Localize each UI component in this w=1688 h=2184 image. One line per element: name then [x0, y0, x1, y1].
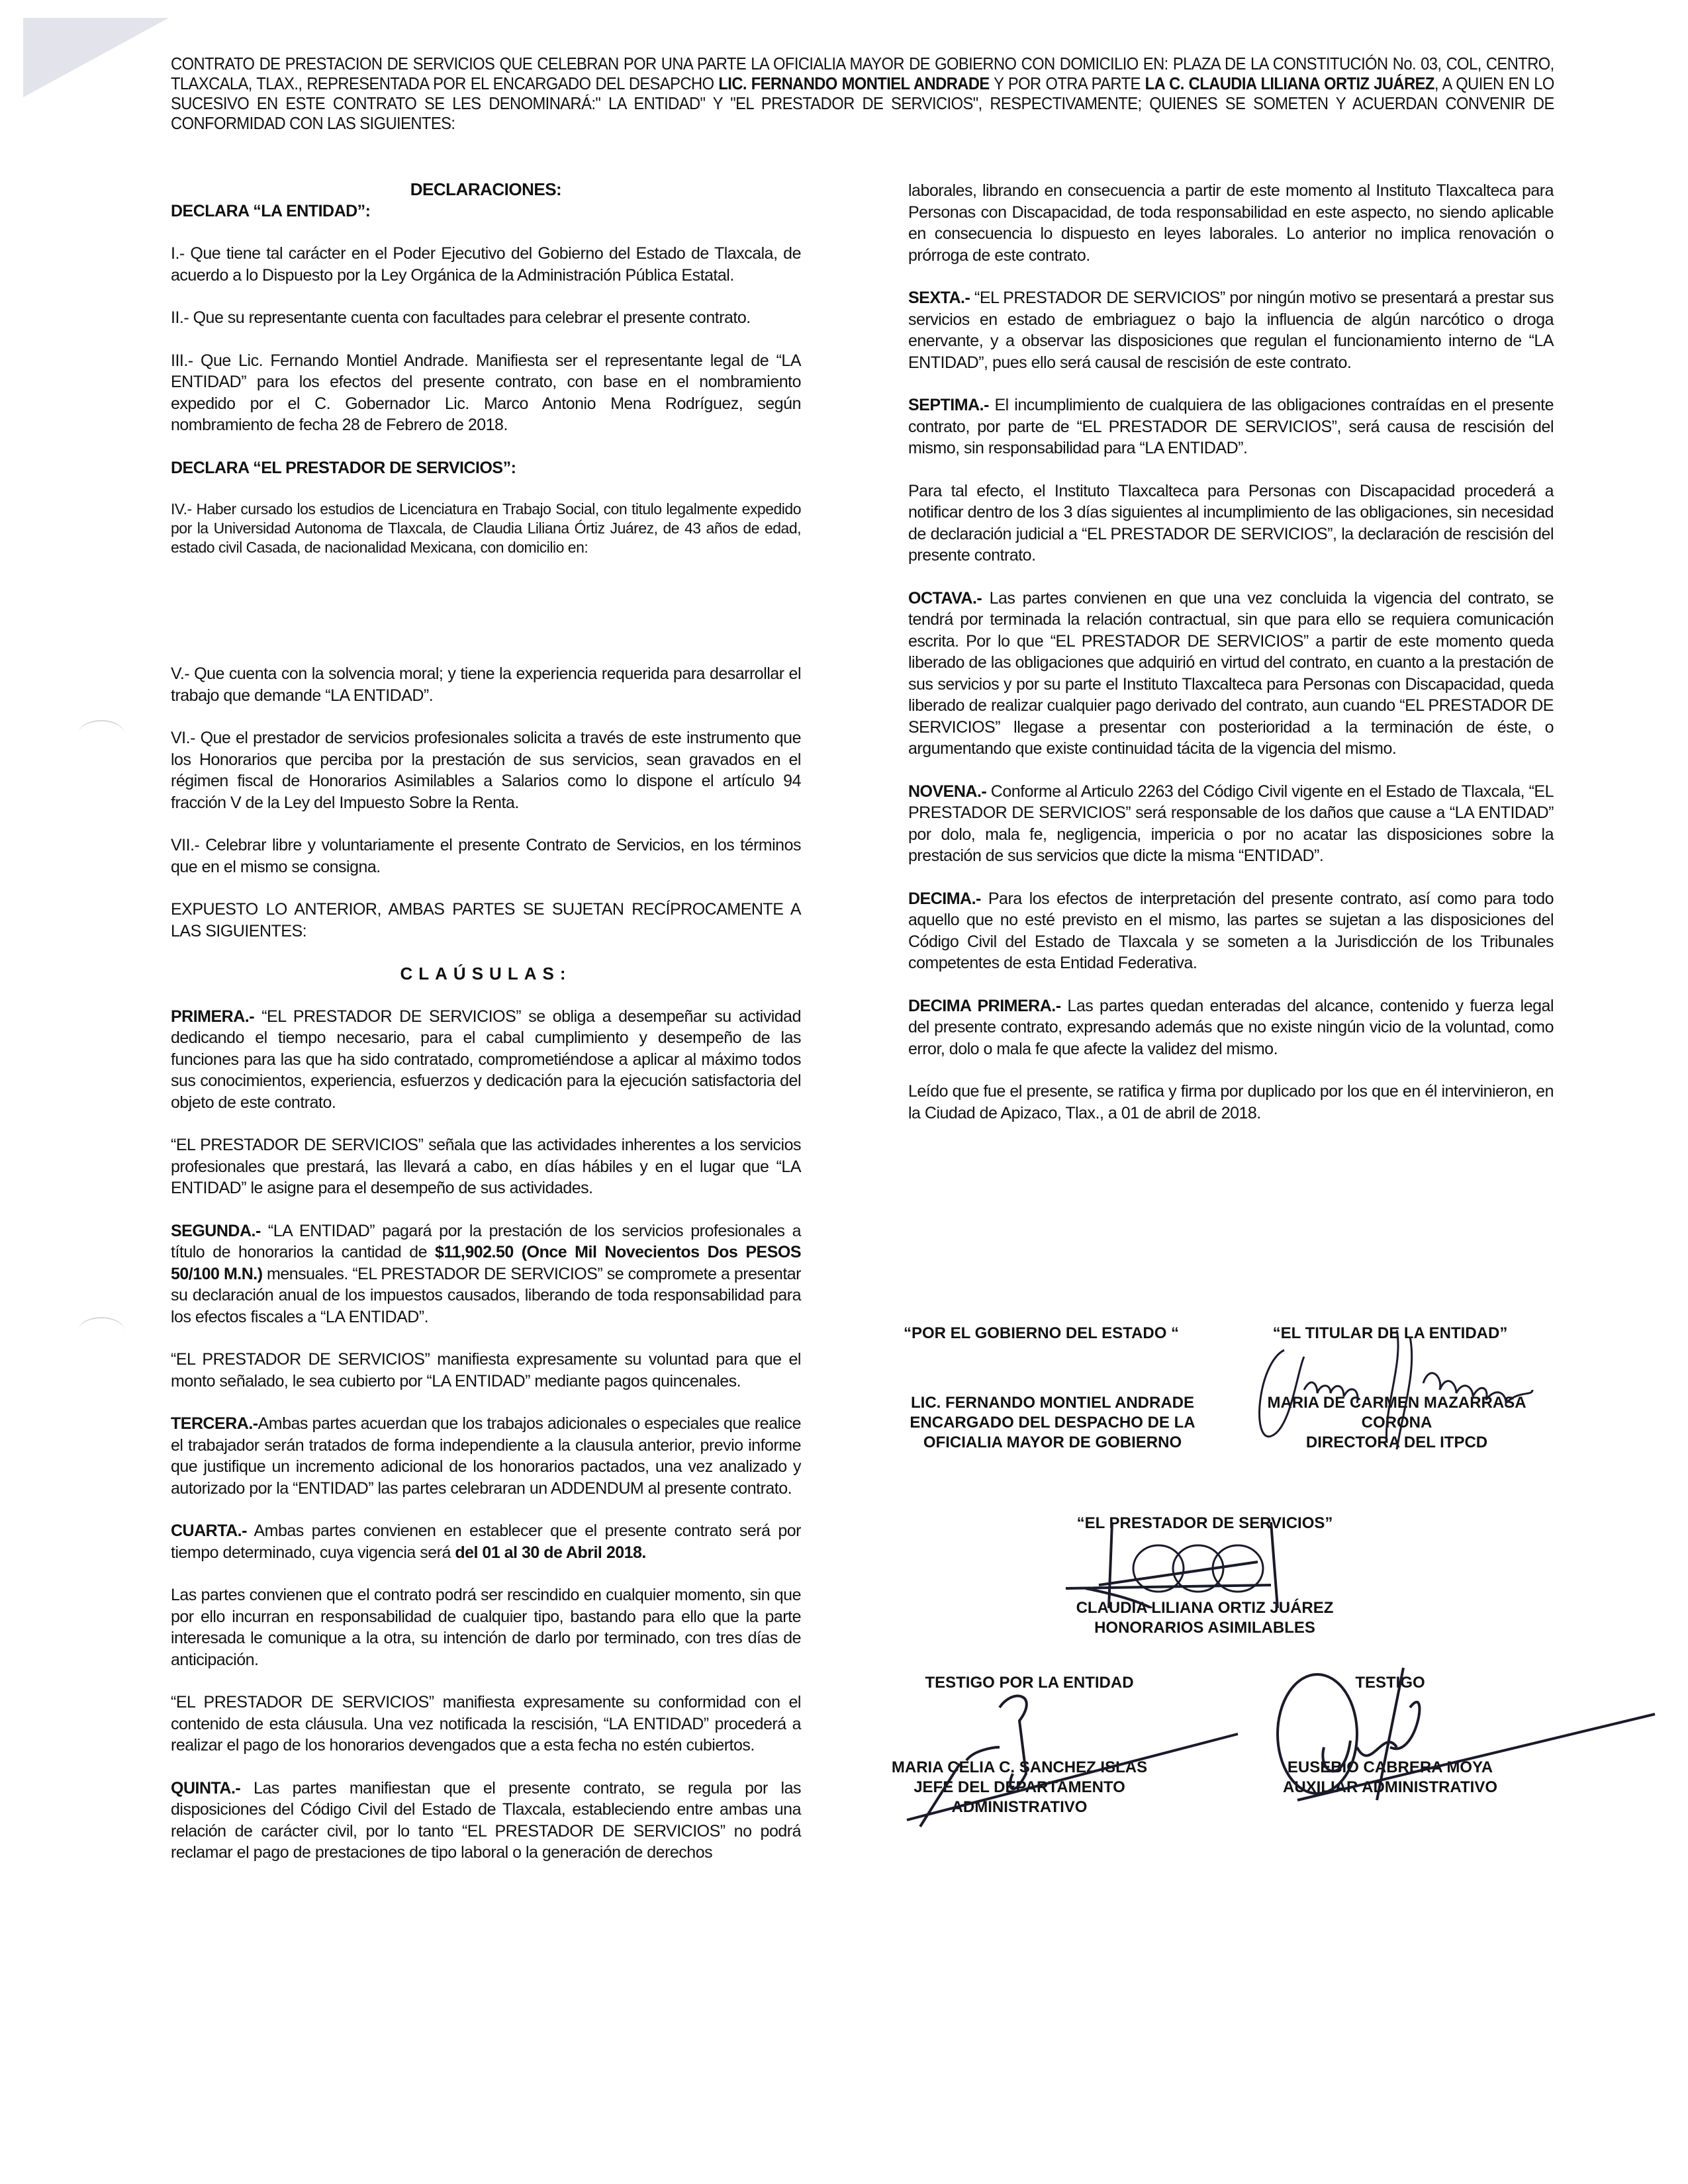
clause-text: El incumplimiento de cualquiera de las obligaciones contraídas en el presente contrato, por parte de “EL PRESTADOR DE SERVICIOS”, será causa de rescisión del mismo, sin responsabilidad para “LA ENTIDAD”.: [908, 396, 1554, 457]
signer-name: CORONA: [1361, 1414, 1432, 1432]
clause-label: QUINTA.-: [171, 1778, 241, 1797]
signature-block-testigo-entidad: [890, 1673, 1168, 1693]
signer-title: DIRECTORA DEL ITPCD: [1305, 1433, 1488, 1451]
declara-prestador-title: DECLARA “EL PRESTADOR DE SERVICIOS”:: [171, 458, 516, 477]
declaracion-i: I.- Que tiene tal carácter en el Poder Ejecutivo del Gobierno del Estado de Tlaxcala, de acuerdo a lo Dispuesto por la Ley Orgánica de la Administración Pública Estatal.: [171, 244, 801, 285]
clause-label: TERCERA.-: [171, 1414, 258, 1433]
clause-label: DECIMA PRIMERA.-: [908, 996, 1061, 1015]
preamble-text: Y POR OTRA PARTE: [989, 75, 1145, 93]
signature-heading: TESTIGO: [1355, 1674, 1425, 1692]
clause-text: Conforme al Articulo 2263 del Código Civil vigente en el Estado de Tlaxcala, “EL PRESTADOR DE SERVICIOS” será responsable de los daños que cause a “LA ENTIDAD” por dolo, mala fe, negligencia, impericia o por no acatar las disposiciones sobre la prestación de sus servicios que dicte la misma “ENTIDAD”.: [908, 782, 1554, 865]
clausula-cuarta: [171, 1520, 801, 1563]
clause-label: SEXTA.-: [908, 289, 970, 307]
signer-name: MARIA DE CARMEN MAZARRASA: [1267, 1394, 1526, 1412]
fee-amount: $11,902.50 (Once Mil Novecientos Dos PESOS 50/100 M.N.): [171, 1243, 801, 1283]
scan-corner-artifact: [23, 18, 169, 97]
clause-text: “EL PRESTADOR DE SERVICIOS” se obliga a desempeñar su actividad dedicando el tiempo necesario, para el cabal cumplimiento y desempeño de las funciones para las que ha sido contratado, comprometiéndose a aplicar al máximo todos sus conocimientos, experiencia, esfuerzos y dedicación para la ejecución satisfactoria del objeto de este contrato.: [171, 1007, 801, 1112]
left-column: [171, 179, 801, 1885]
clausulas-title: CLAÚSULAS:: [400, 964, 572, 983]
declaracion-iii: III.- Que Lic. Fernando Montiel Andrade. Manifiesta ser el representante legal de “LA ENTIDAD” para los efectos del presente contrato, con base en el nombramiento expedido por el C. Gobernador Lic. Marco Antonio Mena Rodríguez, según nombramiento de fecha 28 de Febrero de 2018.: [171, 351, 801, 434]
clausula-primera-b: “EL PRESTADOR DE SERVICIOS” señala que las actividades inherentes a los servicios profesionales que prestará, las llevará a cabo, en días hábiles y en el lugar que “LA ENTIDAD” le asigne para el desempeño de sus actividades.: [171, 1136, 801, 1197]
signer-name: CLAUDIA LILIANA ORTIZ JUÁREZ: [1076, 1599, 1334, 1617]
signer-title: AUXILIAR ADMINISTRATIVO: [1283, 1778, 1497, 1796]
clausula-novena: [908, 781, 1554, 867]
clause-label: DECIMA.-: [908, 889, 981, 908]
signer-title: OFICIALIA MAYOR DE GOBIERNO: [923, 1433, 1182, 1451]
clause-text: “LA ENTIDAD” pagará por la prestación de los servicios profesionales a título de honorarios la cantidad de: [171, 1221, 801, 1261]
signature-block-testigo: [1297, 1673, 1483, 1693]
clause-label: NOVENA.-: [908, 782, 987, 801]
signature-block-titular: [1244, 1324, 1536, 1343]
signer-title: HONORARIOS ASIMILABLES: [1094, 1619, 1315, 1637]
right-column: [908, 180, 1554, 1145]
clause-label: OCTAVA.-: [908, 588, 982, 608]
signer-name: LIC. FERNANDO MONTIEL ANDRADE: [911, 1394, 1194, 1412]
signer-title: ENCARGADO DEL DESPACHO DE LA: [910, 1414, 1196, 1432]
declaracion-iv: IV.- Haber cursado los estudios de Licenciatura en Trabajo Social, con titulo legalmente expedido por la Universidad Autonoma de Tlaxcala, de Claudia Liliana Órtiz Juárez, de 43 años de edad, estado civil Casada, de nacionalidad Mexicana, con domicilio en:: [171, 500, 801, 556]
signer-title: ADMINISTRATIVO: [951, 1798, 1088, 1816]
clausula-septima: [908, 394, 1554, 459]
signature-block-gobierno-names: [880, 1393, 1225, 1453]
signer-name: EUSEBIO CABRERA MOYA: [1287, 1758, 1493, 1776]
signature-block-titular-names: [1251, 1393, 1542, 1453]
redacted-address: [171, 557, 801, 663]
clausula-quinta: [171, 1778, 801, 1864]
provider-name: LA C. CLAUDIA LILIANA ORTIZ JUÁREZ: [1145, 75, 1434, 93]
signer-title: JEFE DEL DEPARTAMENTO: [914, 1778, 1125, 1796]
signature-block-prestador-names: [1033, 1598, 1377, 1638]
representative-name: LIC. FERNANDO MONTIEL ANDRADE: [718, 75, 990, 93]
clausula-sexta: [908, 287, 1554, 373]
handwritten-signature-prestador: [1059, 1522, 1364, 1608]
clause-text: Ambas partes convienen en establecer que el presente contrato será por tiempo determinado, cuya vigencia será: [171, 1522, 801, 1562]
contract-preamble: [171, 54, 1554, 134]
declaraciones-title: DECLARACIONES:: [410, 179, 562, 199]
hole-punch-mark: [78, 1317, 124, 1345]
signature-heading: “EL PRESTADOR DE SERVICIOS”: [1076, 1514, 1333, 1532]
hole-punch-mark: [78, 720, 124, 748]
clausula-octava: [908, 588, 1554, 760]
clausula-cuarta-b: Las partes convienen que el contrato podrá ser rescindido en cualquier momento, sin que por ello incurran en responsabilidad de cualquier tipo, bastando para ello que la parte interesada le comunique a la otra, su intención de darlo por terminado, con tres días de anticipación.: [171, 1586, 801, 1669]
expuesto-text: EXPUESTO LO ANTERIOR, AMBAS PARTES SE SUJETAN RECÍPROCAMENTE A LAS SIGUIENTES:: [171, 900, 801, 940]
clausula-segunda-b: “EL PRESTADOR DE SERVICIOS” manifiesta expresamente su voluntad para que el monto señalado, le sea cubierto por “LA ENTIDAD” mediante pagos quincenales.: [171, 1350, 801, 1390]
clause-text: mensuales. “EL PRESTADOR DE SERVICIOS” se compromete a presentar su declaración anual de los impuestos causados, liberando de toda responsabilidad para los efectos fiscales a “LA ENTIDAD”.: [171, 1264, 801, 1326]
clause-text: Las partes convienen en que una vez concluida la vigencia del contrato, se tendrá por terminada la relación contractual, sin que para ello se requiera comunicación escrita. Por lo que “EL PRESTADOR DE SERVICIOS” a partir de este momento queda liberado de las obligaciones que adquirió en virtud del contrato, en cuanto a la prestación de sus servicios y por su parte el Instituto Tlaxcalteca para Personas con Discapacidad, queda liberado de realizar cualquier pago derivado del contrato, aun cuando “EL PRESTADOR DE SERVICIOS” llegase a presentar con posterioridad a la terminación de éste, o argumentando que existe continuidad tácita de la vigencia del mismo.: [908, 588, 1554, 758]
clause-text: “EL PRESTADOR DE SERVICIOS” por ningún motivo se presentará a prestar sus servicios en estado de embriaguez o bajo la influencia de algún narcótico o droga enervante, y a observar las disposiciones que regulan el funcionamiento interno de “LA ENTIDAD”, pues ello será causal de rescisión de este contrato.: [908, 289, 1554, 372]
signature-heading: “EL TITULAR DE LA ENTIDAD”: [1272, 1324, 1508, 1342]
closing-statement: Leído que fue el presente, se ratifica y firma por duplicado por los que en él intervinieron, en la Ciudad de Apizaco, Tlax., a 01 de abril de 2018.: [908, 1082, 1554, 1122]
clausula-tercera: [171, 1413, 801, 1499]
clausula-septima-b: Para tal efecto, el Instituto Tlaxcalteca para Personas con Discapacidad procederá a notificar dentro de los 3 días siguientes al incumplimiento de las obligaciones, sin necesidad de declaración judicial a “EL PRESTADOR DE SERVICIOS”, la declaración de rescisión del presente contrato.: [908, 481, 1554, 565]
signature-block-prestador: [1033, 1514, 1377, 1533]
clausula-primera: [171, 1006, 801, 1114]
contract-period: del 01 al 30 de Abril 2018.: [455, 1543, 646, 1562]
clausula-decima-primera: [908, 995, 1554, 1060]
signature-block-testigo-names: [1268, 1758, 1513, 1797]
signature-block-testigo-entidad-names: [877, 1758, 1162, 1817]
signature-block-gobierno: [904, 1324, 1179, 1343]
clausula-decima: [908, 888, 1554, 974]
clause-label: PRIMERA.-: [171, 1007, 255, 1026]
clausula-cuarta-c: “EL PRESTADOR DE SERVICIOS” manifiesta expresamente su conformidad con el contenido de esta cláusula. Una vez notificada la rescisión, “LA ENTIDAD” procederá a realizar el pago de los honorarios devengados que a esta fecha no estén cubiertos.: [171, 1693, 801, 1754]
clause-label: CUARTA.-: [171, 1522, 247, 1540]
clause-label: SEPTIMA.-: [908, 396, 989, 414]
clause-label: SEGUNDA.-: [171, 1221, 261, 1240]
declaracion-v: V.- Que cuenta con la solvencia moral; y tiene la experiencia requerida para desarrollar el trabajo que demande “LA ENTIDAD”.: [171, 664, 801, 705]
signature-heading: “POR EL GOBIERNO DEL ESTADO “: [904, 1324, 1180, 1342]
declara-entidad-title: DECLARA “LA ENTIDAD”:: [171, 201, 371, 220]
signer-name: MARIA CELIA C. SANCHEZ ISLAS: [891, 1758, 1148, 1776]
declaracion-vii: VII.- Celebrar libre y voluntariamente el presente Contrato de Servicios, en los términos que en el mismo se consigna.: [171, 836, 801, 876]
clause-text: Las partes manifiestan que el presente contrato, se regula por las disposiciones del Código Civil del Estado de Tlaxcala, estableciendo entre ambas una relación de carácter civil, por lo tanto “EL PRESTADOR DE SERVICIOS” no podrá reclamar el pago de prestaciones de tipo laboral o la generación de derechos: [171, 1778, 801, 1862]
clause-text: Las partes quedan enteradas del alcance, contenido y fuerza legal del presente contrato, expresando además que no existe ningún vicio de la voluntad, como error, dolo o mala fe que afecte la validez del mismo.: [908, 996, 1554, 1058]
clause-text: Para los efectos de interpretación del presente contrato, así como para todo aquello que no esté previsto en el mismo, las partes se sujetan a las disposiciones del Código Civil del Estado de Tlaxcala y se someten a la Jurisdicción de los Tribunales competentes de esta Entidad Federativa.: [908, 889, 1554, 972]
signature-heading: TESTIGO POR LA ENTIDAD: [925, 1674, 1134, 1692]
declaracion-vi: VI.- Que el prestador de servicios profesionales solicita a través de este instrumento que los Honorarios que perciba por la prestación de sus servicios, sean gravados en el régimen fiscal de Honorarios Asimilables a Salarios como lo dispone el artículo 94 fracción V de la Ley del Impuesto Sobre la Renta.: [171, 729, 801, 812]
clausula-segunda: [171, 1220, 801, 1328]
preamble-text: , A QUIEN EN LO SUCESIVO EN ESTE CONTRATO SE LES DENOMINARÁ:" LA ENTIDAD" Y "EL PRESTADOR DE SERVICIOS", RESPECTIVAMENTE; QUIENES SE SOMETEN Y ACUERDAN CONVENIR DE CONFORMIDAD CON LAS SIGUIENTES:: [171, 75, 1554, 133]
preamble-text: CONTRATO DE PRESTACION DE SERVICIOS QUE CELEBRAN POR UNA PARTE LA OFICIALIA MAYOR DE GOBIERNO CON DOMICILIO EN: PLAZA DE LA CONSTITUCIÓN No. 03, COL, CENTRO, TLAXCALA, TLAX., REPRESENTADA POR EL ENCARGADO DEL DESAPCHO: [171, 55, 1554, 93]
clausula-quinta-cont: laborales, librando en consecuencia a partir de este momento al Instituto Tlaxcalteca para Personas con Discapacidad, de toda responsabilidad en este aspecto, no siendo aplicable en consecuencia lo dispuesto en leyes laborales. Lo anterior no implica renovación o prórroga de este contrato.: [908, 181, 1554, 265]
clause-text: Ambas partes acuerdan que los trabajos adicionales o especiales que realice el trabajador serán tratados de forma independiente a la clausula anterior, previo informe que justifique un incremento adicional de los honorarios pactados, una vez analizado y autorizado por la “ENTIDAD” las partes celebraran un ADDENDUM al presente contrato.: [171, 1414, 801, 1498]
declaracion-ii: II.- Que su representante cuenta con facultades para celebrar el presente contrato.: [171, 308, 751, 327]
